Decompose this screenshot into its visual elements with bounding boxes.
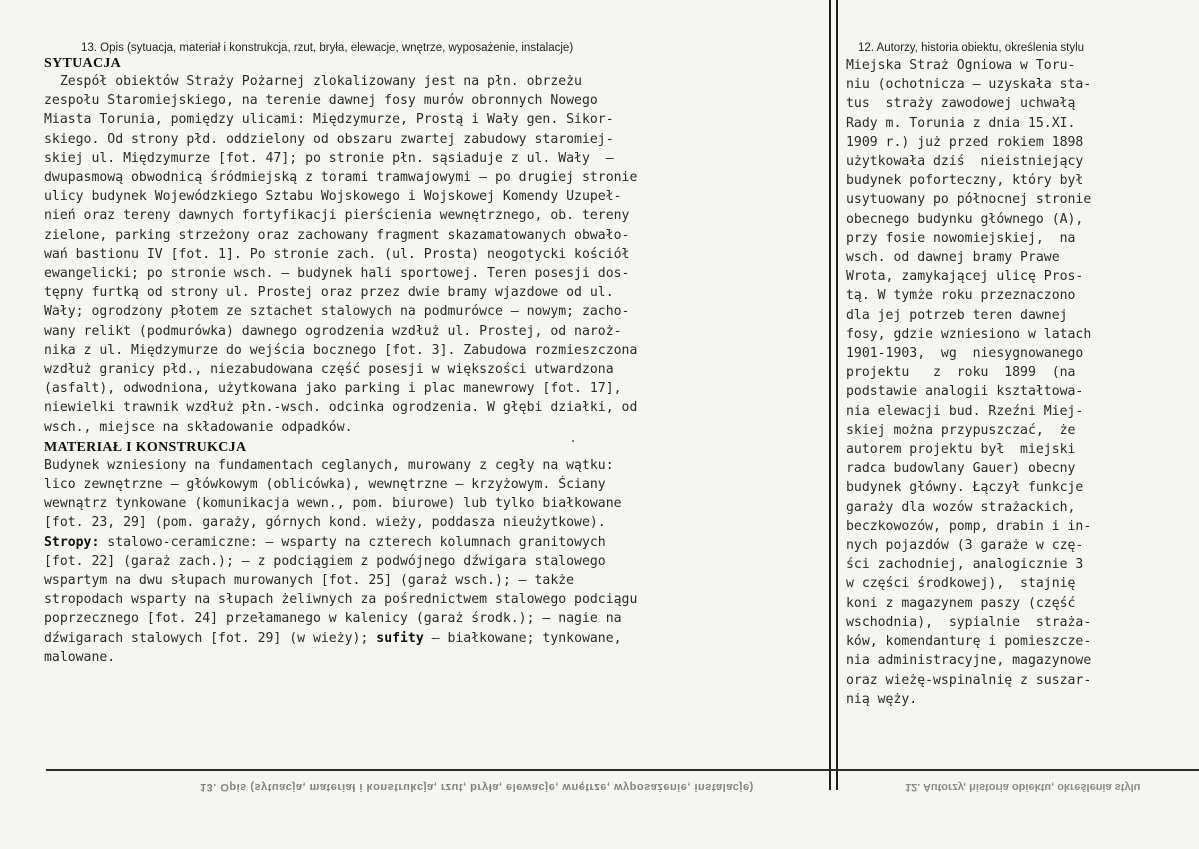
sytuacja-text-line: Zespół obiektów Straży Pożarnej zlokalizowany jest na płn. obrzeżu [44,74,582,89]
description-caption: 13. Opis (sytuacja, materiał i konstrukcja, rzut, bryła, elewacje, wnętrze, wyposażenie, instalacje) [81,42,574,54]
history-text-line: Wrota, zamykającej ulicę Pros- [846,269,1084,285]
material-heading: MATERIAŁ I KONSTRUKCJA [44,439,247,455]
sytuacja-text-line: tępny furtką od strony ul. Prostej oraz przez dwie bramy wjazdowe od ul. [44,285,614,301]
sytuacja-text-line: ulicy budynek Wojewódzkiego Sztabu Wojskowego i Wojskowej Komendy Uzupeł- [44,189,622,205]
material-text-line: wewnątrz tynkowane (komunikacja wewn., pom. biurowe) lub tylko białkowane [44,496,622,512]
sytuacja-heading: SYTUACJA [44,56,122,71]
sytuacja-body [44,72,814,437]
history-text-line: nia administracyjne, magazynowe [846,653,1092,669]
material-last-line: malowane. [44,649,116,665]
history-text-line: beczkowozów, pomp, drabin i in- [846,518,1092,534]
sytuacja-text-line: wzdłuż granicy płd., niezabudowana część posesji w większości utwardzona [44,362,614,378]
show-through-text-left: 13. Opis (sytuacja, materiał i konstrukcja, rzut, bryła, elewacje, wnętrze, wyposażenie, instalacje) [200,781,754,793]
history-column [846,42,1176,709]
material-text-line: Budynek wzniesiony na fundamentach ceglanych, murowany z cegły na wątku: [44,457,614,473]
material-text-line: lico zewnętrzne – główkowym (oblicówka), wewnętrzne – krzyżowym. Ściany [44,477,606,493]
history-text-line: autorem projektu był miejski [846,442,1076,458]
sytuacja-text-line: skiego. Od strony płd. oddzielony od obszaru zwartej zabudowy staromiej- [44,131,614,147]
history-text-line: budynek główny. Łączył funkcje [846,480,1084,496]
history-text-line: oraz wieżę-wspinalnię z suszar- [846,672,1092,688]
history-text-line: tą. W tymże roku przeznaczono [846,288,1076,304]
history-text-line: Rady m. Torunia z dnia 15.XI. [846,115,1076,131]
sufity-label: sufity [376,630,424,646]
sufity-line [44,629,814,648]
sufity-before-text: dźwigarach stalowych [fot. 29] (w wieży); [44,630,377,646]
history-text-line: w części środkowej), stajnię [846,576,1076,592]
stropy-text-line: wspartym na dwu słupach murowanych [fot. 25] (garaż wsch.); – także [44,573,575,589]
history-text-line: projektu z roku 1899 (na [846,365,1076,381]
history-text-line: przy fosie nowomiejskiej, na [846,230,1076,246]
description-column [44,42,814,667]
stropy-text-line: poprzecznego [fot. 24] przełamanego w kalenicy (garaż środk.); – nagie na [44,611,622,627]
sytuacja-text-line: wany relikt (podmurówka) dawnego ogrodzenia wzdłuż ul. Prostej, od naroż- [44,323,622,339]
history-caption: 12. Autorzy, historia obiektu, określenia stylu [858,42,1085,54]
history-text-line: nią węży. [846,691,918,707]
sytuacja-text-line: zielone, parking strzeżony oraz zachowany fragment skazamatowanych obwało- [44,227,630,243]
history-text-line: usytuowany po północnej stronie [846,192,1092,208]
sytuacja-text-line: ewangelicki; po stronie wsch. – budynek hali sportowej. Teren posesji dos- [44,266,630,282]
stropy-text-line: [fot. 22] (garaż zach.); – z podciągiem z podwójnego dźwigara stalowego [44,553,606,569]
sytuacja-text-line: wsch., miejsce na składowanie odpadków. [44,419,353,435]
history-text-line: tus straży zawodowej uchwałą [846,96,1076,112]
history-text-line: nia elewacji bud. Rzeźni Miej- [846,403,1084,419]
sytuacja-text-line: nień oraz tereny dawnych fortyfikacji pierścienia wewnętrznego, ob. tereny [44,208,630,224]
material-body [44,456,814,667]
history-text-line: garaży dla wozów strażackich, [846,499,1076,515]
column-divider-right [836,0,838,790]
history-text-line: budynek poforteczny, który był [846,173,1084,189]
history-text-line: ków, komendanturę i pomieszcze- [846,634,1092,650]
history-text-line: 1909 r.) już przed rokiem 1898 [846,134,1084,150]
history-text-line: nych pojazdów (3 garaże w czę- [846,538,1084,554]
history-text-line: 1901-1903, wg niesygnowanego [846,346,1084,362]
history-text-line: obecnego budynku głównego (A), [846,211,1084,227]
history-text-line: niu (ochotnicza – uzyskała sta- [846,77,1092,93]
history-text-line: Miejska Straż Ogniowa w Toru- [846,58,1076,73]
column-divider-left [829,0,831,790]
sytuacja-text-line: dwupasmową obwodnicą śródmiejską z torami tramwajowymi – po drugiej stronie [44,170,638,186]
history-body [846,56,1176,709]
sytuacja-text-line: Miasta Torunia, pomiędzy ulicami: Międzymurze, Prostą i Wały gen. Sikor- [44,112,614,128]
sytuacja-text-line: (asfalt), odwodniona, użytkowana jako parking i plac manewrowy [fot. 17], [44,381,622,397]
history-text-line: radca budowlany Gauer) obecny [846,461,1076,477]
bottom-rule-right [836,769,1199,771]
sufity-after-text: – białkowane; tynkowane, [423,630,622,646]
sytuacja-text-line: Wały; ogrodzony płotem ze sztachet stalowych na podmurówce – nowym; zacho- [44,304,630,320]
history-text-line: ści zachodniej, analogicznie 3 [846,557,1084,573]
sytuacja-text-line: wań bastionu IV [fot. 1]. Po stronie zach. (ul. Prosta) neogotycki kościół [44,246,630,262]
material-text-line: [fot. 23, 29] (pom. garaży, górnych kond. wieży, poddasza nieużytkowe). [44,515,606,531]
history-text-line: wsch. od dawnej bramy Prawe [846,250,1060,266]
sytuacja-text-line: zespołu Staromiejskiego, na terenie dawnej fosy murów obronnych Nowego [44,93,598,109]
history-text-line: koni z magazynem paszy (część [846,595,1076,611]
history-text-line: skiej można przypuszczać, że [846,422,1076,438]
history-text-line: podstawie analogii kształtowa- [846,384,1084,400]
stropy-text-line: stropodach wsparty na słupach żeliwnych za pośrednictwem stalowego podciągu [44,592,638,608]
history-text-line: użytkowała dziś nieistniejący [846,154,1084,170]
stropy-label: Stropy: [44,534,100,550]
sytuacja-text-line: niewielki trawnik wzdłuż płn.-wsch. odcinka ogrodzenia. W głębi działki, od [44,400,638,416]
history-text-line: wschodnia), sypialnie straża- [846,614,1092,630]
stropy-first-text: stalowo-ceramiczne: – wsparty na czterech kolumnach granitowych [99,534,606,550]
show-through-text-right: 12. Autorzy, historia obiektu, określenia stylu [905,781,1141,793]
sytuacja-text-line: nika z ul. Międzymurze do wejścia bocznego [fot. 3]. Zabudowa rozmieszczona [44,342,638,358]
stropy-line [44,533,814,552]
bottom-rule-left [46,769,836,771]
history-text-line: fosy, gdzie wzniesiono w latach [846,326,1092,342]
sytuacja-text-line: skiej ul. Międzymurze [fot. 47]; po stronie płn. sąsiaduje z ul. Wały – [44,150,614,166]
history-text-line: dla jej potrzeb teren dawnej [846,307,1068,323]
